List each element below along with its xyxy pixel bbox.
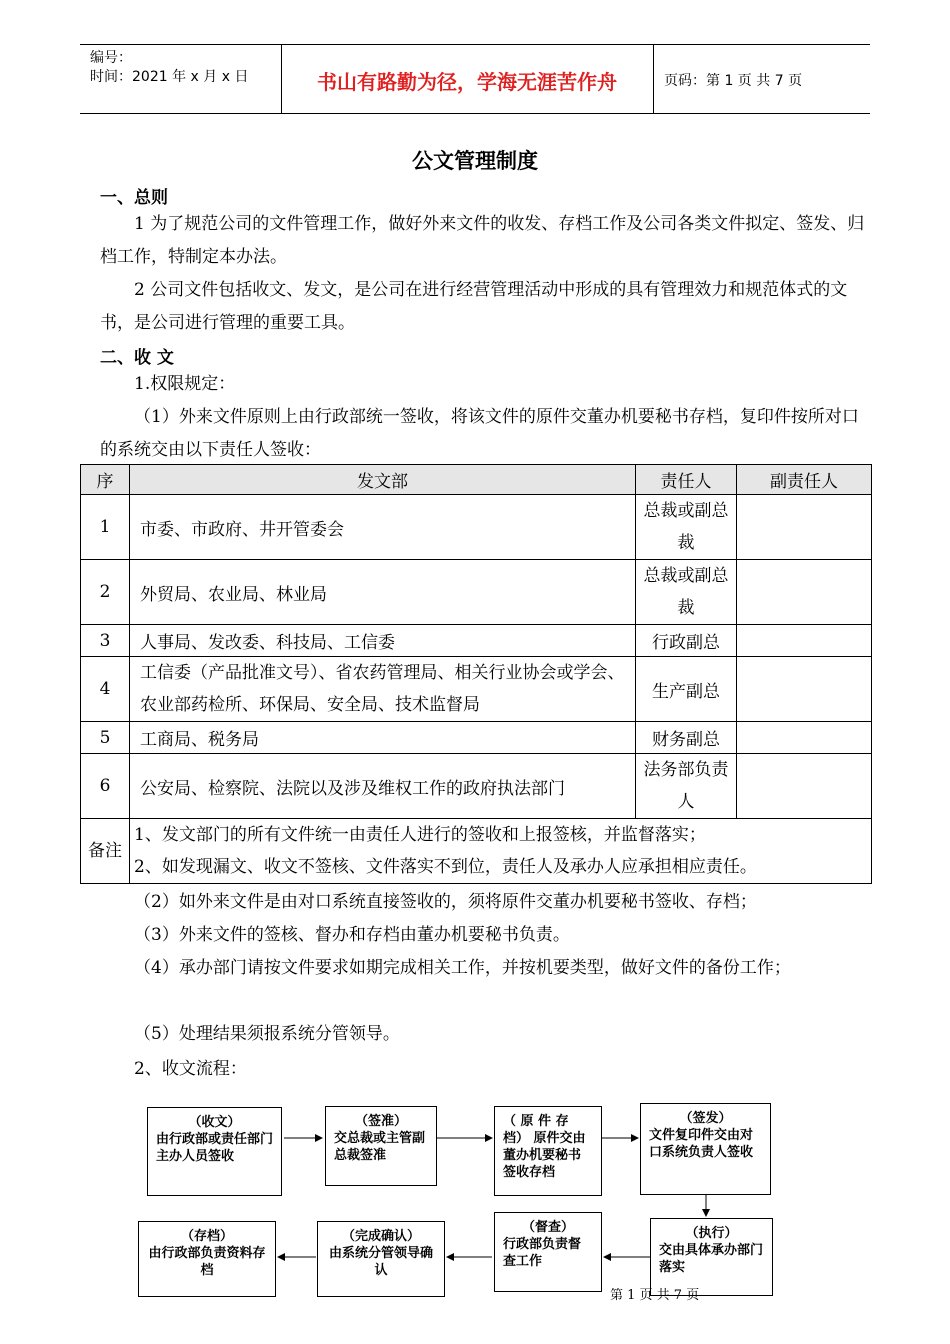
flow-box-body: 原件交由董办机要秘书签收存档 [503,1131,586,1180]
page-footer: 第 1 页 共 7 页 [610,1288,700,1303]
row-number: 1 [81,495,130,560]
row-department: 工信委（产品批准文号）、省农药管理局、相关行业协会或学会、农业部药检所、环保局、安全局、技术监督局 [130,657,636,722]
row-department: 工商局、税务局 [130,722,636,754]
row-number: 3 [81,625,130,657]
section-heading-general: 一、总则 [100,188,168,208]
flow-box-body: 由行政部或责任部门主办人员签收 [156,1132,274,1164]
row-owner: 生产副总 [636,657,737,722]
header-motto: 书山有路勤为径，学海无涯苦作舟 [317,70,617,94]
flow-box-issue [640,1103,771,1195]
flow-box-body: 交由具体承办部门落实 [659,1243,764,1275]
flow-box-title: （签准） [354,1114,407,1129]
row-owner: 总裁或副总裁 [636,560,737,625]
section-heading-receive: 二、收 文 [100,348,174,368]
flow-box-receive [147,1107,282,1196]
row-number: 2 [81,560,130,625]
row-department: 市委、市政府、井开管委会 [130,495,636,560]
receive-rule-4: （4）承办部门请按文件要求如期完成相关工作，并按机要类型，做好文件的备份工作； [134,958,791,978]
note-line: 2、如发现漏文、收文不签核、文件落实不到位，责任人及承办人应承担相应责任。 [134,857,757,877]
flow-box-body: 交总裁或主管副总裁签准 [334,1131,426,1163]
table-header-cell: 副责任人 [737,465,872,495]
general-paragraph-1: 1 为了规范公司的文件管理工作，做好外来文件的收发、存档工作及公司各类文件拟定、签发、归档工作，特制定本办法。 [100,214,865,267]
receive-sub-heading-1: 1.权限规定： [134,374,236,394]
row-number: 4 [81,657,130,722]
row-owner: 行政副总 [636,625,737,657]
receive-rule-2: （2）如外来文件是由对口系统直接签收的，须将原件交董办机要秘书签收、存档； [134,892,757,912]
flow-box-body: 由行政部负责资料存档 [148,1246,266,1278]
flow-box-title: （存档） [180,1229,233,1244]
document-title: 公文管理制度 [412,149,538,173]
flow-box-title: （完成确认） [341,1229,420,1244]
row-owner: 财务副总 [636,722,737,754]
flow-box-body: 行政部负责督查工作 [503,1237,582,1269]
general-paragraph-2: 2 公司文件包括收文、发文，是公司在进行经营管理活动中形成的具有管理效力和规范体式的文书，是公司进行管理的重要工具。 [100,280,848,333]
flow-box-approve [325,1106,437,1186]
receive-rule-3: （3）外来文件的签核、督办和存档由董办机要秘书负责。 [134,925,570,945]
row-department: 公安局、检察院、法院以及涉及维权工作的政府执法部门 [130,754,636,819]
flow-heading: 2、收文流程： [134,1059,247,1079]
flow-box-body: 由系统分管领导确认 [328,1246,433,1278]
row-department: 外贸局、农业局、林业局 [130,560,636,625]
table-header-cell: 发文部 [130,465,636,495]
flow-box-supervise [494,1212,602,1292]
header-page-info: 页码：第 1 页 共 7 页 [664,73,803,89]
flow-box-body: 文件复印件交由对口系统负责人签收 [649,1128,754,1160]
flow-box-title: （督查） [521,1220,574,1235]
note-label: 备注 [81,819,130,884]
receive-rule-5: （5）处理结果须报系统分管领导。 [134,1024,400,1044]
table-header-cell: 责任人 [636,465,737,495]
flow-box-title: （执行） [685,1226,738,1241]
flow-box-confirm [317,1221,445,1297]
note-line: 1、发文部门的所有文件统一由责任人进行的签收和上报签核，并监督落实； [134,825,706,845]
header-number-label: 编号： [90,50,132,66]
receive-rule-1: （1）外来文件原则上由行政部统一签收，将该文件的原件交董办机要秘书存档，复印件按所对口的系统交由以下责任人签收： [100,407,859,460]
row-department: 人事局、发改委、科技局、工信委 [130,625,636,657]
flow-box-title: （收文） [188,1115,241,1130]
row-number: 6 [81,754,130,819]
row-owner: 总裁或副总裁 [636,495,737,560]
row-number: 5 [81,722,130,754]
header-time-label: 时间：2021 年 x 月 x 日 [90,69,249,85]
flow-box-original-archive [494,1106,602,1196]
flow-box-archive [138,1221,276,1297]
table-header-cell: 序 [81,465,130,495]
flow-box-title: （签发） [679,1111,732,1126]
flow-box-title: （ 原 件 存 档） [503,1114,569,1146]
row-owner: 法务部负责人 [636,754,737,819]
